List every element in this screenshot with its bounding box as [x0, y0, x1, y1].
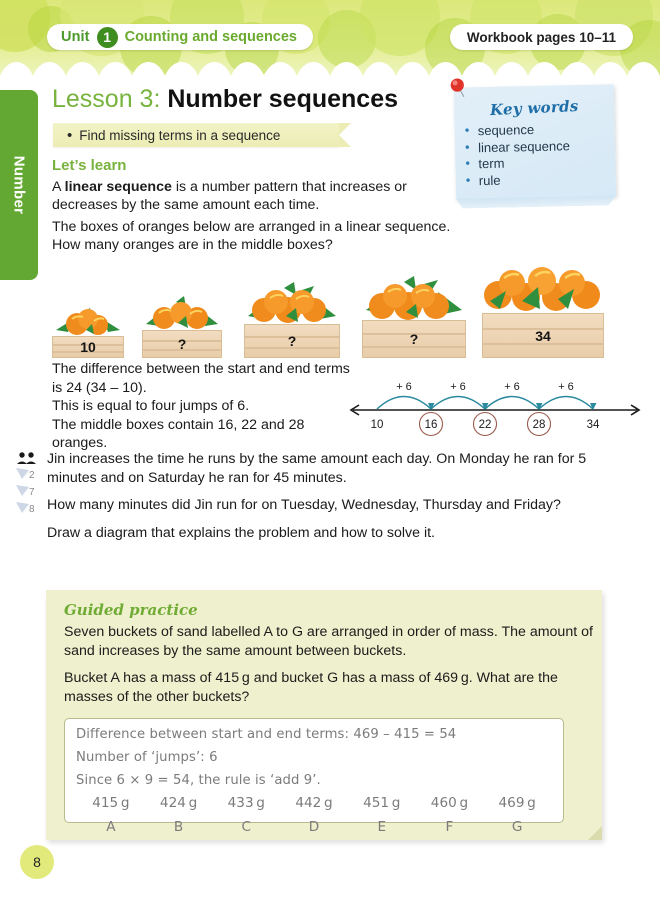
- answer-mass: 433 g: [227, 795, 265, 811]
- jump-label: + 6: [450, 381, 466, 393]
- answer-mass: 442 g: [295, 795, 333, 811]
- sidebar-strand-tab: [0, 90, 38, 280]
- workbook-pages-label: Workbook pages 10–11: [466, 29, 616, 45]
- oranges-group: [52, 306, 124, 336]
- answer-letter: G: [511, 819, 523, 835]
- lesson-title-text: Number sequences: [167, 85, 398, 113]
- tick-label: 10: [370, 419, 384, 431]
- key-word-item: • term: [465, 153, 615, 172]
- curriculum-mark: [15, 500, 45, 517]
- oranges-group: [482, 265, 604, 313]
- key-words-list: [465, 120, 616, 188]
- oranges-group: [244, 282, 340, 324]
- jump-label: + 6: [504, 381, 520, 393]
- header-scalloped-edge: [0, 62, 660, 78]
- guided-practice-line-2: Bucket A has a mass of 415 g and bucket G has a mass of 469 g. What are the masses of the other buckets?: [64, 670, 558, 705]
- page-number: 8: [20, 845, 54, 879]
- answer-step-3: Since 6 × 9 = 54, the rule is ‘add 9’.: [76, 773, 321, 788]
- key-words-note: [454, 84, 616, 199]
- answer-letter: E: [377, 819, 387, 835]
- crate-box: [142, 330, 222, 358]
- guided-practice-panel: [46, 590, 602, 840]
- explanation-text: [52, 360, 352, 453]
- answer-letter: C: [241, 819, 252, 835]
- oranges-group: [362, 276, 466, 320]
- tick-label: 16: [424, 419, 438, 431]
- curriculum-marks: [15, 466, 45, 517]
- answer-mass: 415 g: [92, 795, 130, 811]
- answer-step-2: Number of ‘jumps’: 6: [76, 750, 218, 765]
- answer-mass: 460 g: [430, 795, 469, 811]
- unit-number-circle: 1: [97, 27, 118, 48]
- oranges-crates-illustration: [0, 263, 660, 358]
- answer-mass: 424 g: [159, 795, 198, 811]
- workbook-pages-badge: [450, 24, 633, 50]
- number-line-diagram: [345, 378, 645, 438]
- guided-practice-title: Guided practice: [64, 601, 198, 619]
- jin-line-2: How many minutes did Jin run for on Tuesday, Wednesday, Thursday and Friday?: [47, 497, 561, 513]
- unit-badge: [47, 24, 313, 50]
- unit-label: Unit: [61, 29, 90, 45]
- number-line-svg: [345, 378, 645, 438]
- answer-mass: 451 g: [363, 795, 401, 811]
- bullet-icon: •: [67, 126, 73, 144]
- key-word-item: • linear sequence: [465, 137, 615, 156]
- crate-item: [482, 261, 604, 358]
- curriculum-mark: [15, 466, 45, 483]
- jump-arc: [485, 397, 539, 410]
- answer-mass: 469 g: [498, 795, 536, 811]
- jin-line-3: Draw a diagram that explains the problem and how to solve it.: [47, 524, 435, 541]
- jump-arc: [377, 397, 431, 410]
- intro-part-a: A: [52, 179, 65, 195]
- answer-letter: D: [308, 819, 320, 835]
- curriculum-mark-number: 8: [29, 504, 35, 515]
- answer-letter: F: [445, 819, 454, 835]
- tick-label: 28: [532, 419, 546, 431]
- curriculum-mark-number: 2: [29, 470, 35, 481]
- jin-line-1: Jin increases the time he runs by the same amount each day. On Monday he ran for 5 minutes and on Saturday he ran for 45 minutes.: [47, 451, 587, 486]
- crate-box: [362, 320, 466, 358]
- curriculum-mark-number: 7: [29, 487, 35, 498]
- jin-problem: [29, 450, 632, 542]
- section-heading-lets-learn: Let’s learn: [52, 157, 127, 174]
- key-word-item: • rule: [466, 170, 616, 189]
- jump-arc: [431, 397, 485, 410]
- crate-item: [52, 298, 124, 358]
- crate-item: [244, 276, 340, 358]
- explanation-line-3: The middle boxes contain 16, 22 and 28 oranges.: [52, 416, 305, 451]
- unit-title: Counting and sequences: [124, 29, 298, 45]
- tick-label: 34: [586, 419, 600, 431]
- crate-item: [362, 270, 466, 358]
- crate-value: 34: [535, 327, 551, 344]
- crate-value: ?: [409, 331, 419, 347]
- key-term-linear-sequence: linear sequence: [64, 179, 172, 195]
- page-title: [52, 85, 398, 114]
- crate-value: ?: [287, 333, 297, 349]
- crate-value: 10: [80, 339, 96, 355]
- guided-practice-line-1: Seven buckets of sand labelled A to G are arranged in order of mass. The amount of sand increases by the same amount between buckets.: [64, 624, 593, 659]
- answer-letter: A: [106, 819, 116, 835]
- key-word-item: • sequence: [465, 120, 615, 139]
- tick-label: 22: [478, 419, 492, 431]
- answer-letter: B: [173, 819, 184, 835]
- crate-item: [142, 288, 222, 358]
- intro-paragraph-2: The boxes of oranges below are arranged in a linear sequence. How many oranges are in the middle boxes?: [52, 219, 451, 253]
- explanation-line-2: This is equal to four jumps of 6.: [52, 398, 250, 414]
- sidebar-strand-label: Number: [10, 155, 28, 215]
- answer-masses-row: [65, 795, 563, 811]
- crate-box: [244, 324, 340, 358]
- lesson-number: Lesson 3:: [52, 85, 168, 113]
- crate-box: [52, 336, 124, 358]
- oranges-group: [142, 296, 222, 330]
- crate-value: ?: [177, 336, 187, 352]
- curriculum-mark: [15, 483, 45, 500]
- explanation-line-1: The difference between the start and end terms is 24 (34 – 10).: [52, 361, 350, 396]
- answer-step-1: Difference between start and end terms: 469 – 415 = 54: [76, 727, 457, 742]
- key-words-title: Key words: [489, 96, 579, 120]
- intro-part-c: is a number pattern that increases or decreases by the same amount each time.: [52, 179, 407, 213]
- jump-label: + 6: [396, 381, 412, 393]
- learning-objective-text: Find missing terms in a sequence: [79, 127, 281, 143]
- crate-box: [482, 313, 604, 358]
- pair-work-icon: [17, 452, 37, 464]
- jump-arc: [539, 397, 593, 410]
- answer-letters-row: [65, 818, 563, 835]
- worked-answer-box: [64, 718, 564, 835]
- push-pin-icon: [447, 77, 469, 99]
- jump-label: + 6: [558, 381, 574, 393]
- learning-objective-banner: [53, 123, 339, 147]
- intro-paragraph-1: [52, 179, 452, 214]
